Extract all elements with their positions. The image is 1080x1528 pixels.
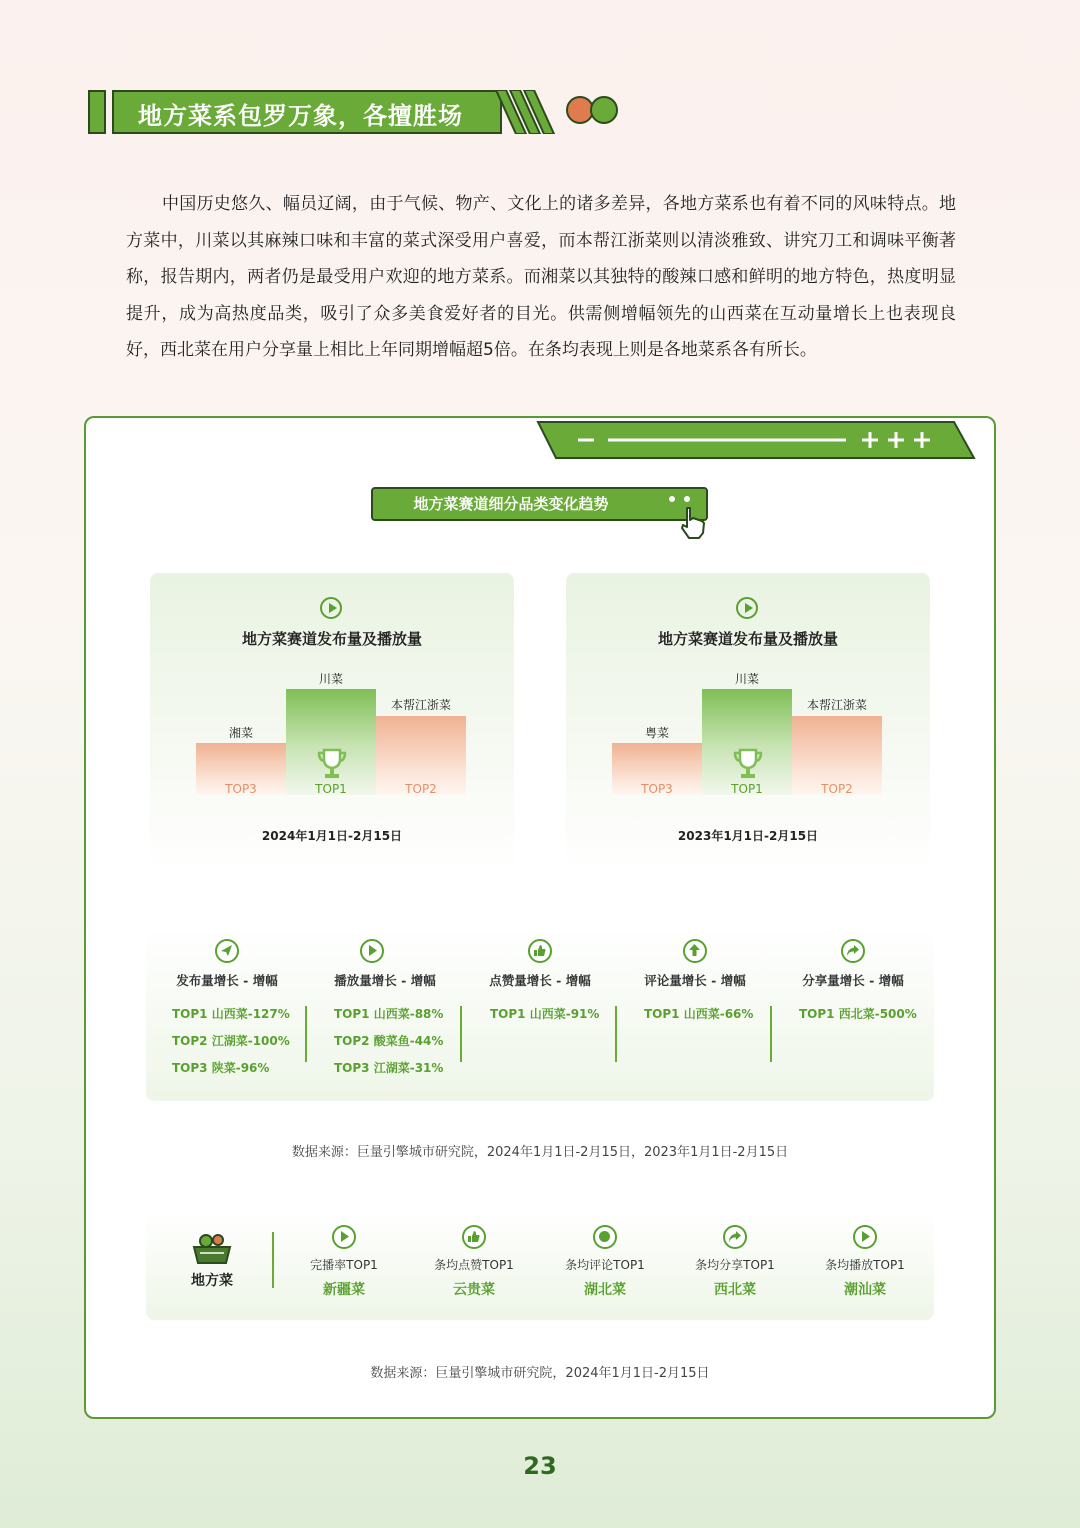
share-icon	[723, 1225, 747, 1249]
metric-item: TOP1 山西菜-91%	[490, 1007, 600, 1021]
divider	[460, 1006, 462, 1062]
share-icon	[841, 939, 865, 963]
podium-rank-third: TOP3	[225, 782, 257, 796]
podium-rank-third: TOP3	[641, 782, 673, 796]
divider	[272, 1232, 274, 1288]
bottom-category-label: 地方菜	[191, 1273, 233, 1289]
podium-label-third: 粤菜	[644, 726, 669, 740]
data-source-note: 数据来源：巨量引擎城市研究院，2024年1月1日-2月15日	[370, 1366, 710, 1381]
thumbs-up-icon	[528, 939, 552, 963]
metric-item: TOP3 江湖菜-31%	[334, 1061, 444, 1075]
bottom-item-value: 潮汕菜	[844, 1282, 886, 1298]
section-title: 地方菜系包罗万象，各擅胜场	[138, 102, 463, 130]
bottom-item-value: 云贵菜	[453, 1282, 495, 1298]
divider	[305, 1006, 307, 1062]
arrow-up-icon	[683, 939, 707, 963]
intro-paragraph: 中国历史悠久、幅员辽阔，由于气候、物产、文化上的诸多差异，各地方菜系也有着不同的风味特点。地方菜中，川菜以其麻辣口味和丰富的菜式深受用户喜爱，而本帮江浙菜则以清淡雅致、讲究刀工和调味平衡著称，报告期内，两者仍是最受用户欢迎的地方菜系。而湘菜以其独特的酸辣口感和鲜明的地方特色，热度明显提升，成为高热度品类，吸引了众多美食爱好者的目光。供需侧增幅领先的山西菜在互动量增长上也表现良好，西北菜在用户分享量上相比上年同期增幅超5倍。在条均表现上则是各地菜系各有所长。	[126, 194, 956, 360]
play-icon	[360, 939, 384, 963]
metric-item: TOP3 陕菜-96%	[172, 1061, 270, 1075]
comment-icon	[593, 1225, 617, 1249]
divider	[770, 1006, 772, 1062]
podium-label-second: 本帮江浙菜	[390, 698, 451, 712]
metric-title: 播放量增长 - 增幅	[334, 973, 436, 988]
bottom-item-value: 西北菜	[714, 1282, 756, 1298]
podium-label-second: 本帮江浙菜	[806, 698, 867, 712]
podium-rank-first: TOP1	[731, 782, 763, 796]
thumbs-up-icon	[462, 1225, 486, 1249]
bottom-item-title: 条均评论TOP1	[565, 1258, 645, 1272]
divider	[615, 1006, 617, 1062]
dot-icon	[684, 496, 690, 502]
trophy-icon	[733, 748, 763, 780]
page-number: 23	[523, 1452, 557, 1480]
podium-label-first: 川菜	[318, 672, 343, 686]
trophy-icon	[317, 748, 347, 780]
play-icon	[853, 1225, 877, 1249]
metric-item: TOP1 山西菜-127%	[172, 1007, 290, 1021]
podium-label-first: 川菜	[734, 672, 759, 686]
metric-item: TOP2 酸菜鱼-44%	[334, 1034, 444, 1048]
data-source-note: 数据来源：巨量引擎城市研究院，2024年1月1日-2月15日，2023年1月1日-2月15日	[291, 1145, 789, 1160]
card-title: 地方菜赛道发布量及播放量	[241, 630, 422, 648]
green-dot-decoration	[590, 96, 618, 124]
play-icon	[332, 1225, 356, 1249]
podium-label-third: 湘菜	[228, 726, 253, 740]
metric-title: 评论量增长 - 增幅	[644, 973, 746, 988]
bottom-item-title: 条均分享TOP1	[695, 1258, 775, 1272]
bottom-item-value: 湖北菜	[584, 1282, 626, 1298]
bottom-item-title: 条均点赞TOP1	[434, 1258, 514, 1272]
bottom-item-title: 完播率TOP1	[310, 1258, 378, 1272]
metric-item: TOP1 山西菜-66%	[644, 1007, 754, 1021]
header-stripes-decoration	[492, 90, 556, 134]
pointer-hand-icon	[678, 506, 708, 540]
bottom-item-value: 新疆菜	[323, 1282, 365, 1298]
card-date: 2024年1月1日-2月15日	[261, 829, 403, 843]
metric-item: TOP2 江湖菜-100%	[172, 1034, 290, 1048]
podium-rank-second: TOP2	[405, 782, 437, 796]
metric-item: TOP1 西北菜-500%	[799, 1007, 917, 1021]
subheading-text: 地方菜赛道细分品类变化趋势	[413, 495, 609, 513]
podium-rank-first: TOP1	[315, 782, 347, 796]
panel-tab-decoration	[536, 420, 978, 460]
metric-title: 分享量增长 - 增幅	[802, 973, 904, 988]
bottom-item-title: 条均播放TOP1	[825, 1258, 905, 1272]
dot-icon	[669, 496, 675, 502]
podium-rank-second: TOP2	[821, 782, 853, 796]
card-title: 地方菜赛道发布量及播放量	[657, 630, 838, 648]
vegetable-basket-icon	[192, 1231, 232, 1267]
play-icon	[320, 597, 342, 619]
metric-title: 发布量增长 - 增幅	[176, 973, 278, 988]
card-date: 2023年1月1日-2月15日	[677, 829, 819, 843]
send-icon	[215, 939, 239, 963]
metric-item: TOP1 山西菜-88%	[334, 1007, 444, 1021]
play-icon	[736, 597, 758, 619]
header-accent-bar	[88, 90, 106, 134]
metric-title: 点赞量增长 - 增幅	[489, 973, 591, 988]
